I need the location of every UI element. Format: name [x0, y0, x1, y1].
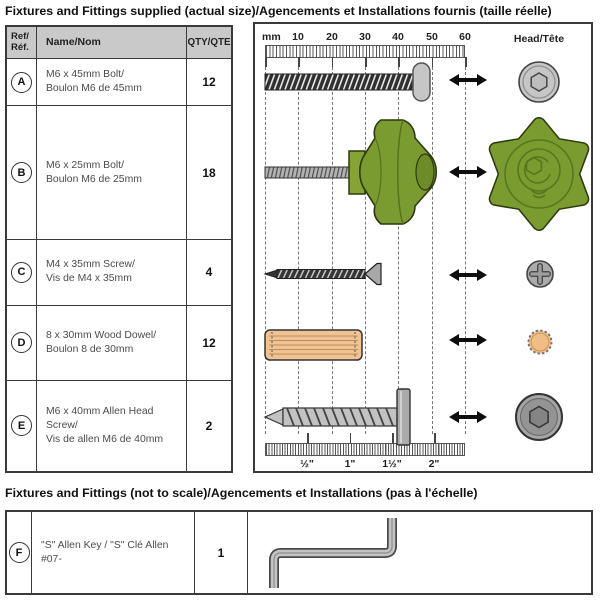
- part-name: M4 x 35mm Screw/: [46, 259, 135, 271]
- ref-badge: A: [11, 72, 32, 93]
- knob-bolt-b-drawing: [263, 118, 453, 235]
- part-name: M6 x 45mm Bolt/: [46, 69, 124, 80]
- part-name: 8 x 30mm Wood Dowel/: [46, 329, 157, 341]
- section2-title: Fixtures and Fittings (not to scale)/Agencements et Installations (pas à l'échelle): [5, 486, 478, 500]
- bolt-a-drawing: [263, 60, 433, 109]
- double-arrow-icon: [449, 72, 487, 88]
- parts-table-header: [7, 27, 231, 59]
- screw-c-drawing: [263, 261, 388, 292]
- ref-badge: E: [11, 415, 32, 436]
- table-row: F "S" Allen Key / "S" Clé Allen #07- 1: [7, 512, 591, 593]
- part-qty: 12: [202, 75, 216, 89]
- tools-table: [5, 510, 593, 595]
- parts-table: [5, 25, 233, 473]
- header-ref: Ref/ Réf.: [7, 27, 37, 58]
- double-arrow-icon: [449, 267, 487, 283]
- mm-unit-label: mm: [262, 31, 281, 43]
- table-row: E M6 x 40mm Allen Head Screw/ Vis de allen M6 de 40mm 2: [7, 381, 231, 471]
- double-arrow-icon: [449, 409, 487, 425]
- hex-socket-screw-head-icon: [514, 392, 564, 447]
- part-name: "S" Allen Key / "S" Clé Allen: [41, 539, 169, 551]
- double-arrow-icon: [449, 332, 487, 348]
- part-name: M6 x 40mm Allen Head Screw/: [46, 405, 154, 431]
- wood-dowel-end-icon: [526, 328, 554, 361]
- part-qty: 4: [205, 265, 213, 280]
- table-row: C M4 x 35mm Screw/ Vis de M4 x 35mm 4: [7, 240, 231, 305]
- part-qty: 18: [202, 165, 216, 180]
- table-row: B M6 x 25mm Bolt/ Boulon M6 de 25mm 18: [7, 106, 231, 240]
- section1-title: Fixtures and Fittings supplied (actual size)/Agencements et Installations fournis (taille réelle): [5, 4, 552, 18]
- header-qty: QTY/QTE: [187, 36, 231, 48]
- ref-badge: B: [11, 162, 32, 183]
- dashed-gridline: [465, 67, 466, 434]
- hex-socket-bolt-head-icon: [517, 60, 561, 109]
- screw-e-drawing: [263, 385, 413, 454]
- header-name: Name/Nom: [37, 27, 187, 58]
- dowel-d-drawing: [263, 327, 367, 368]
- header-head: Head/Tête: [513, 33, 565, 45]
- table-row: A M6 x 45mm Bolt/ Boulon M6 de 45mm 12: [7, 59, 231, 107]
- ref-badge: D: [11, 332, 32, 353]
- part-qty: 1: [217, 545, 225, 560]
- part-name: M6 x 25mm Bolt/: [46, 159, 124, 171]
- part-qty: 2: [205, 418, 213, 433]
- phillips-head-icon: [525, 259, 555, 294]
- part-qty: 12: [202, 335, 216, 350]
- allen-key-cell: [248, 512, 591, 593]
- table-row: D 8 x 30mm Wood Dowel/ Boulon 8 de 30mm 12: [7, 306, 231, 381]
- allen-key-drawing: [258, 512, 418, 593]
- ref-badge: F: [9, 542, 30, 563]
- star-knob-face-icon: [481, 116, 597, 237]
- actual-size-panel: mm 10 20 30 40 50 60 ½" 1" 1½" 2" Head/Tête: [253, 22, 593, 473]
- ref-badge: C: [11, 262, 32, 283]
